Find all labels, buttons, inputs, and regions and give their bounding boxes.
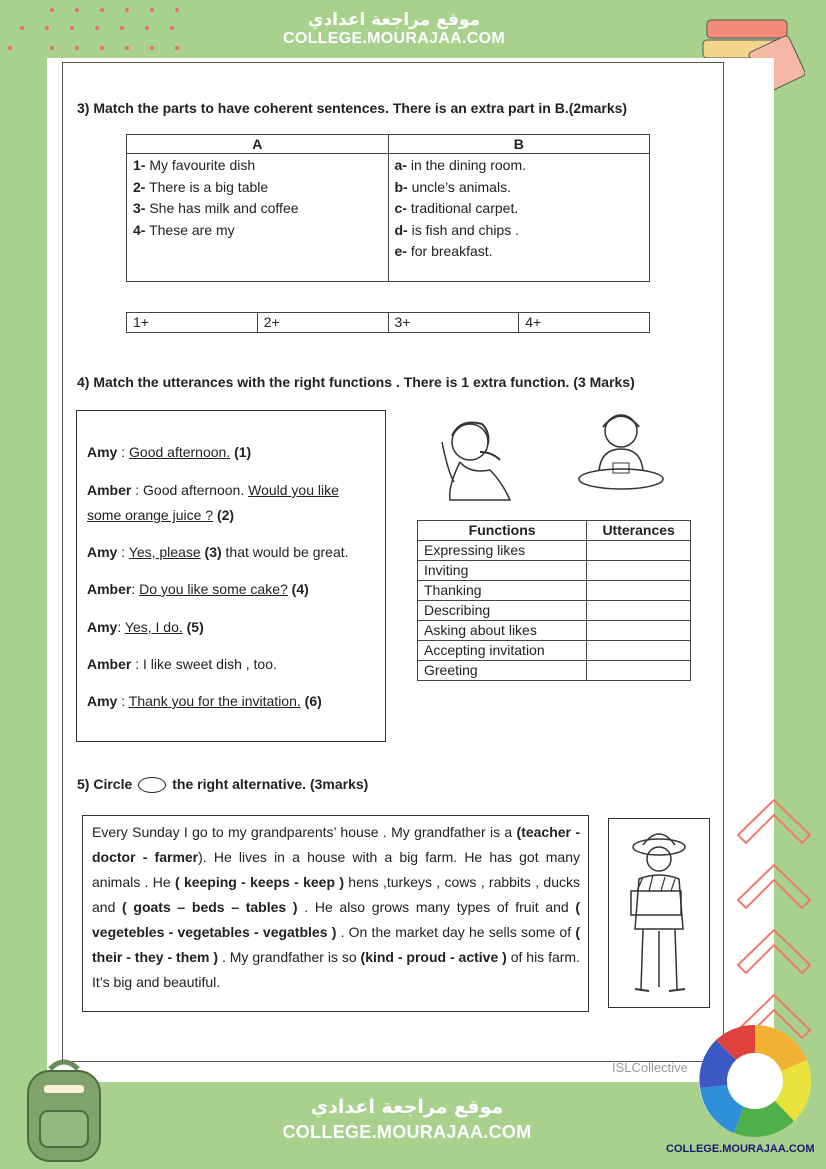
- function-label: Describing: [418, 601, 587, 621]
- answer-cell[interactable]: 3+: [388, 313, 519, 333]
- top-banner-url[interactable]: COLLEGE.MOURAJAA.COM: [283, 30, 505, 47]
- watermark: ISLCollective: [612, 1060, 688, 1075]
- function-label: Asking about likes: [418, 621, 587, 641]
- bottom-banner: [262, 1082, 552, 1169]
- q5-title: 5) Circle the right alternative. (3marks): [77, 776, 369, 792]
- utterances-header: Utterances: [587, 521, 691, 541]
- dialogue-line: Amy : Good afternoon. (1): [87, 444, 252, 460]
- chevron-decoration-icon: [732, 790, 816, 1050]
- dialogue-line: Amber: Do you like some cake? (4): [87, 581, 309, 597]
- answer-cell[interactable]: 1+: [127, 313, 258, 333]
- farmer-picture-box: [608, 818, 710, 1008]
- choice-group[interactable]: ( keeping - keeps - keep ): [174, 874, 344, 890]
- q4-title: 4) Match the utterances with the right functions . There is 1 extra function. (3 Marks): [77, 374, 635, 390]
- function-label: Expressing likes: [418, 541, 587, 561]
- site-logo-icon: [694, 1020, 816, 1142]
- b-item: a- in the dining room.: [394, 157, 527, 173]
- a-item: 3- She has milk and coffee: [133, 200, 299, 216]
- girl-with-cake-illustration: [575, 405, 667, 493]
- utterance-cell[interactable]: [587, 641, 691, 661]
- choice-group[interactable]: ( their - they - them ): [92, 924, 580, 965]
- bottom-banner-arabic: موقع مراجعة اعدادي: [310, 1096, 504, 1118]
- function-label: Thanking: [418, 581, 587, 601]
- utterance-cell[interactable]: [587, 601, 691, 621]
- b-item: e- for breakfast.: [394, 243, 493, 259]
- function-label: Inviting: [418, 561, 587, 581]
- col-a-header: A: [127, 135, 389, 154]
- b-item: c- traditional carpet.: [394, 200, 519, 216]
- dialogue-line: Amy : Yes, please (3) that would be great.: [87, 544, 349, 560]
- dialogue-box: [76, 410, 386, 742]
- dialogue-line: Amber : I like sweet dish , too.: [87, 656, 277, 672]
- q3-title: 3) Match the parts to have coherent sentences. There is an extra part in B.(2marks): [77, 100, 628, 116]
- function-label: Greeting: [418, 661, 587, 681]
- answer-cell[interactable]: 2+: [257, 313, 388, 333]
- utterance-cell[interactable]: [587, 541, 691, 561]
- dialogue-line: some orange juice ? (2): [87, 507, 235, 523]
- utterance-cell[interactable]: [587, 661, 691, 681]
- dialogue-line: Amy : Thank you for the invitation. (6): [87, 693, 322, 709]
- choice-group[interactable]: (teacher - doctor - farmer: [92, 824, 580, 865]
- function-label: Accepting invitation: [418, 641, 587, 661]
- b-item: d- is fish and chips .: [394, 221, 519, 238]
- col-b-cell: [388, 154, 650, 282]
- bottom-banner-url[interactable]: COLLEGE.MOURAJAA.COM: [282, 1122, 532, 1142]
- a-item: 2- There is a big table: [133, 178, 269, 195]
- col-a-cell: [127, 154, 389, 282]
- backpack-icon: [14, 1055, 114, 1165]
- q3-answer-table: [126, 312, 650, 333]
- choice-group[interactable]: (kind - proud - active ): [360, 949, 507, 965]
- circle-icon: [138, 777, 166, 793]
- answer-cell[interactable]: 4+: [519, 313, 650, 333]
- q3-match-table: [126, 134, 650, 282]
- functions-header: Functions: [418, 521, 587, 541]
- choice-group[interactable]: ( vegetebles - vegetables - vegatbles ): [92, 899, 580, 940]
- utterance-cell[interactable]: [587, 621, 691, 641]
- a-item: 1- My favourite dish: [133, 157, 256, 173]
- farmer-illustration: [609, 819, 709, 1007]
- a-item: 4- These are my: [133, 221, 235, 238]
- top-banner-arabic: موقع مراجعة اعدادي: [307, 10, 481, 30]
- logo-caption[interactable]: COLLEGE.MOURAJAA.COM: [666, 1143, 815, 1155]
- col-b-header: B: [388, 135, 650, 154]
- functions-table: [417, 520, 691, 681]
- dialogue-line: Amy: Yes, I do. (5): [87, 619, 204, 635]
- utterance-cell[interactable]: [587, 581, 691, 601]
- utterance-cell[interactable]: [587, 561, 691, 581]
- story-text: Every Sunday I go to my grandparents’ house . My grandfather is a (teacher - doctor - farmer). He lives in a house with a big farm. He has got many animals . He ( keeping - keeps - keep ) hens ,turkeys , cows , rabbits , ducks and ( goats – beds – tables ) . He also grows many types of fruit and ( vegetebles - vegetables - vegatbles ) . On the market day he sells some of ( their - they - them ) . My grandfather is so (kind - proud - active ) of his farm. It’s big and beautiful.: [92, 824, 581, 990]
- choice-group[interactable]: ( goats – beds – tables ): [122, 899, 298, 915]
- story-box: [82, 815, 589, 1012]
- dialogue-line: Amber : Good afternoon. Would you like: [87, 482, 339, 498]
- top-banner: [265, 0, 523, 56]
- girl-eating-illustration: [430, 412, 520, 504]
- b-item: b- uncle’s animals.: [394, 178, 511, 195]
